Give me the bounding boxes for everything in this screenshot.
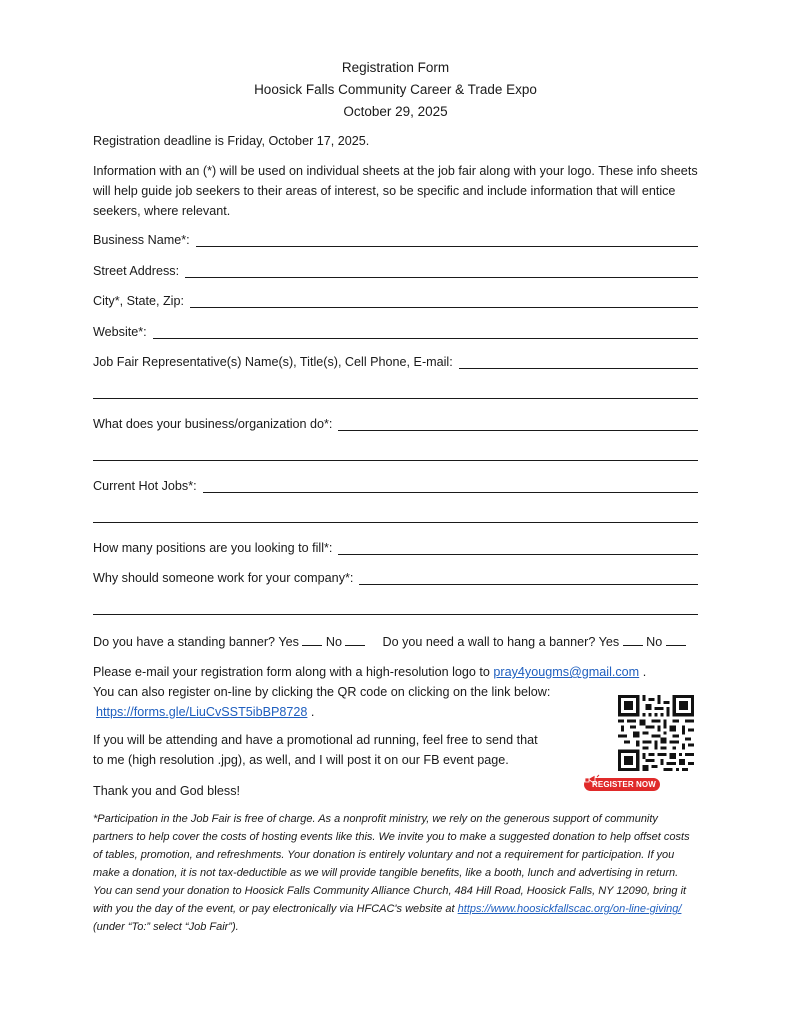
banner-questions bbox=[93, 632, 699, 652]
why-work-label: Why should someone work for your company*: bbox=[93, 571, 354, 585]
online-registration-text: You can also register on-line by clicking the QR code on clicking on the link below: bbox=[93, 685, 551, 699]
why-work-input-line-2[interactable] bbox=[93, 614, 698, 615]
promo-line-1: If you will be attending and have a promotional ad running, feel free to send that bbox=[93, 733, 538, 747]
wall-no-label: No bbox=[646, 635, 663, 649]
street-address-field[interactable] bbox=[93, 260, 698, 280]
standing-banner-question: Do you have a standing banner? bbox=[93, 635, 276, 649]
business-name-field[interactable] bbox=[93, 229, 698, 249]
city-state-zip-field[interactable] bbox=[93, 290, 698, 310]
wall-yes-blank[interactable] bbox=[623, 634, 643, 646]
participation-note-end: (under “To:” select “Job Fair”). bbox=[93, 921, 239, 933]
form-link-row bbox=[96, 702, 314, 722]
website-field[interactable] bbox=[93, 321, 698, 341]
business-do-field[interactable] bbox=[93, 413, 698, 433]
street-address-label: Street Address: bbox=[93, 264, 180, 278]
business-name-label: Business Name*: bbox=[93, 233, 190, 247]
wall-no-blank[interactable] bbox=[666, 634, 686, 646]
standing-yes-blank[interactable] bbox=[302, 634, 322, 646]
business-do-input-line-2[interactable] bbox=[93, 460, 698, 461]
hot-jobs-input-line-2[interactable] bbox=[93, 522, 698, 523]
representatives-label: Job Fair Representative(s) Name(s), Title(s), Cell Phone, E-mail: bbox=[93, 355, 453, 369]
participation-note bbox=[93, 810, 699, 936]
website-input[interactable] bbox=[153, 337, 698, 339]
register-now-badge[interactable] bbox=[584, 774, 660, 792]
positions-label: How many positions are you looking to fill*: bbox=[93, 541, 333, 555]
form-link[interactable]: https://forms.gle/LiuCvSST5ibBP8728 bbox=[96, 705, 308, 719]
promo-line-2: to me (high resolution .jpg), as well, and I will post it on our FB event page. bbox=[93, 753, 509, 767]
business-do-input[interactable] bbox=[338, 429, 698, 431]
representatives-input-line-2[interactable] bbox=[93, 398, 698, 399]
email-instructions-text: Please e-mail your registration form along with a high-resolution logo to bbox=[93, 665, 490, 679]
email-instructions-end: . bbox=[642, 665, 647, 679]
why-work-input[interactable] bbox=[359, 583, 698, 585]
deadline-text: Registration deadline is Friday, October 17, 2025. bbox=[93, 134, 370, 148]
why-work-field[interactable] bbox=[93, 567, 698, 587]
form-link-end: . bbox=[310, 705, 315, 719]
city-state-zip-input[interactable] bbox=[190, 306, 698, 308]
positions-field[interactable] bbox=[93, 537, 698, 557]
event-date: October 29, 2025 bbox=[343, 104, 448, 119]
info-paragraph: Information with an (*) will be used on individual sheets at the job fair along with your logo. These info sheets will help guide job seekers to their areas of interest, so be specific and include information that will entice seekers, where relevant. bbox=[93, 164, 698, 218]
standing-yes-label: Yes bbox=[278, 635, 299, 649]
register-now-label: REGISTER NOW bbox=[592, 780, 656, 789]
business-name-input[interactable] bbox=[196, 245, 698, 247]
wall-yes-label: Yes bbox=[598, 635, 620, 649]
thanks-text: Thank you and God bless! bbox=[93, 784, 241, 798]
city-state-zip-label: City*, State, Zip: bbox=[93, 294, 184, 308]
email-instructions bbox=[93, 662, 699, 682]
business-do-label: What does your business/organization do*: bbox=[93, 417, 333, 431]
form-title: Registration Form bbox=[341, 60, 450, 75]
hot-jobs-field[interactable] bbox=[93, 475, 698, 495]
hot-jobs-input[interactable] bbox=[203, 491, 698, 493]
email-link[interactable]: pray4yougms@gmail.com bbox=[493, 665, 640, 679]
positions-input[interactable] bbox=[338, 553, 698, 555]
standing-no-label: No bbox=[325, 635, 342, 649]
participation-note-text: *Participation in the Job Fair is free of charge. As a nonprofit ministry, we rely on the generous support of community partners to help cover the costs of hosting events like this. We invite you to make a suggested donation to help offset costs of tables, promotion, and refreshments. Your donation is entirely voluntary and not a requirement for participation. If you make a donation, it is not tax-deductible as we will provide tangible benefits, like a booth, lunch and advertising in return. You can send your donation to Hoosick Falls Community Alliance Church, 484 Hill Road, Hoosick Falls, NY 12090, bring it with you the day of the event, or pay electronically via HFCAC's website at bbox=[93, 813, 690, 915]
hot-jobs-label: Current Hot Jobs*: bbox=[93, 479, 197, 493]
qr-code[interactable] bbox=[618, 695, 694, 771]
website-label: Website*: bbox=[93, 325, 147, 339]
representatives-input[interactable] bbox=[459, 367, 698, 369]
street-address-input[interactable] bbox=[185, 276, 698, 278]
wall-banner-question: Do you need a wall to hang a banner? bbox=[382, 635, 596, 649]
standing-no-blank[interactable] bbox=[345, 634, 365, 646]
event-name: Hoosick Falls Community Career & Trade Expo bbox=[254, 82, 537, 97]
representatives-field[interactable] bbox=[93, 351, 698, 371]
giving-link[interactable]: https://www.hoosickfallscac.org/on-line-giving/ bbox=[457, 903, 682, 915]
